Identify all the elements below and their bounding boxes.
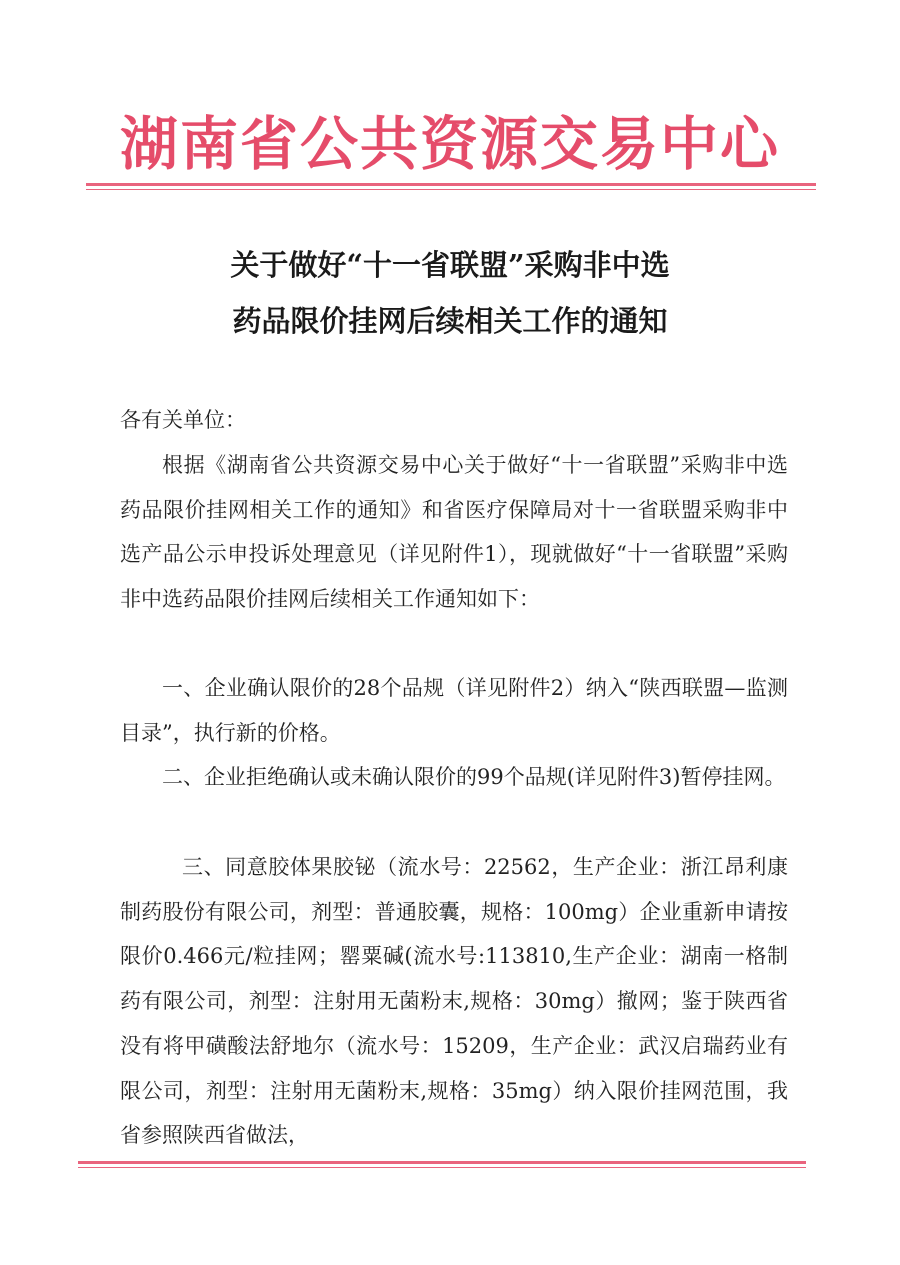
item-1-paragraph: 一、企业确认限价的28个品规（详见附件2）纳入“陕西联盟—监测目录”，执行新的价格。	[120, 676, 788, 745]
footer-rule	[78, 1161, 806, 1168]
letterhead-title: 湖南省公共资源交易中心	[119, 110, 780, 178]
letterhead-rule	[86, 183, 816, 190]
document-title-line-1: 关于做好“十一省联盟”采购非中选	[230, 248, 670, 282]
item-3-paragraph: 三、同意胶体果胶铋（流水号：22562，生产企业：浙江昂利康制药股份有限公司，剂型：普通胶囊，规格：100mg）企业重新申请按限价0.466元/粒挂网；罂粟碱(流水号:113810,生产企业：湖南一格制药有限公司，剂型：注射用无菌粉末,规格：30mg）撤网；鉴于陕西省没有将甲磺酸法舒地尔（流水号：15209，生产企业：武汉启瑞药业有限公司，剂型：注射用无菌粉末,规格：35mg）纳入限价挂网范围，我省参照陕西省做法，	[120, 855, 788, 1148]
salutation: 各有关单位：	[120, 408, 246, 432]
document-title-line-2: 药品限价挂网后续相关工作的通知	[232, 304, 668, 338]
item-2-paragraph: 二、企业拒绝确认或未确认限价的99个品规(详见附件3)暂停挂网。	[162, 765, 786, 789]
intro-paragraph: 根据《湖南省公共资源交易中心关于做好“十一省联盟”采购非中选药品限价挂网相关工作的通知》和省医疗保障局对十一省联盟采购非中选产品公示申投诉处理意见（详见附件1），现就做好“十一省联盟”采购非中选药品限价挂网后续相关工作通知如下：	[120, 453, 788, 612]
